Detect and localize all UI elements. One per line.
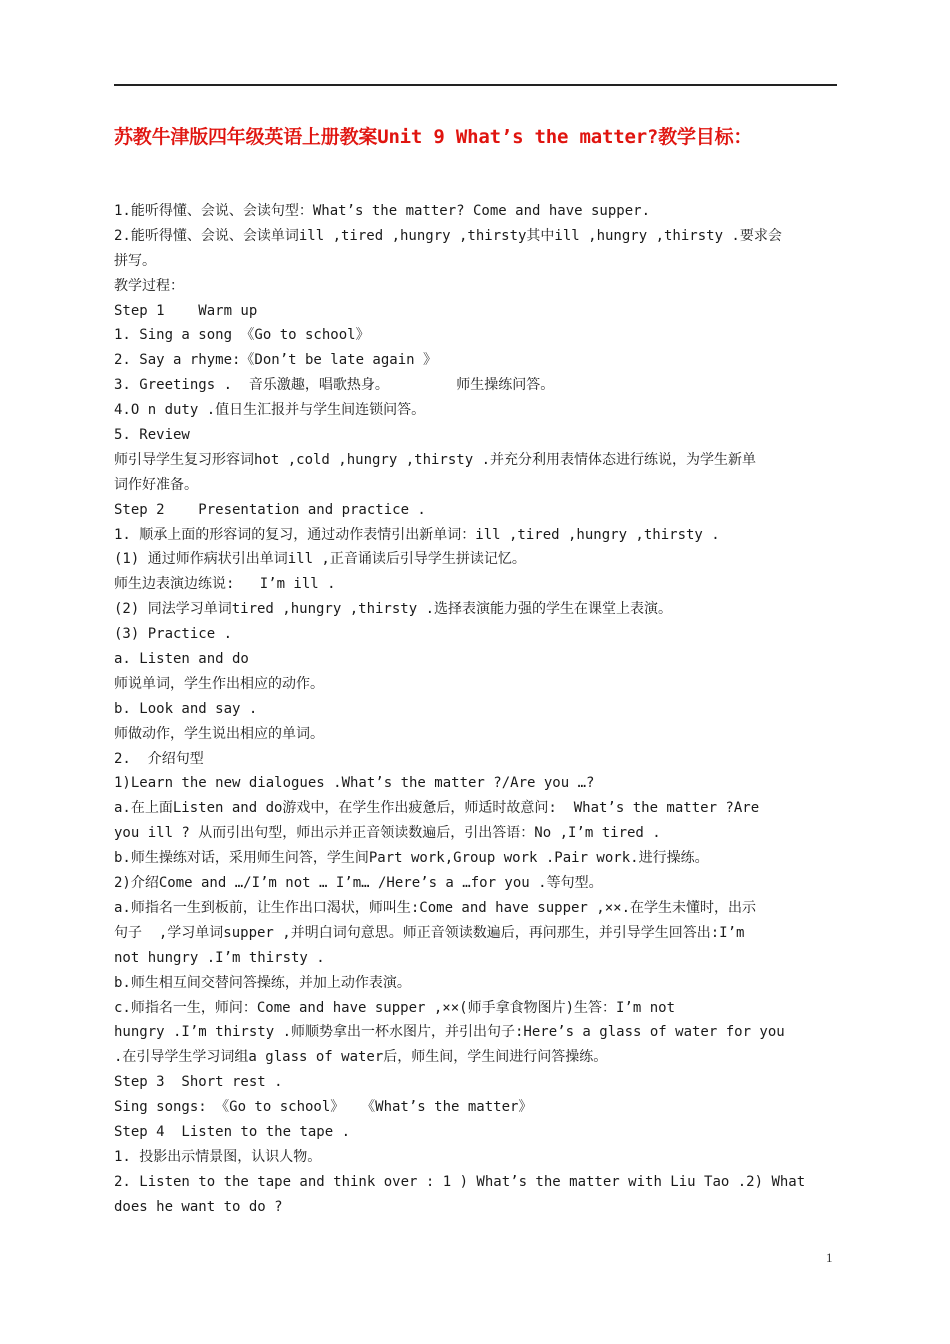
text-line: 师引导学生复习形容词hot ,cold ,hungry ,thirsty .并充分利用表情体态进行练说，为学生新单 [114,451,757,468]
text-line: 词作好准备。 [114,476,198,493]
text-line: b. Look and say . [114,700,258,717]
text-line: .在引导学生学习词组a glass of water后，师生间，学生间进行问答操练。 [114,1049,608,1066]
text-line: 师说单词，学生作出相应的动作。 [114,675,324,692]
text-line: 2.能听得懂、会说、会读单词ill ,tired ,hungry ,thirsty其中ill ,hungry ,thirsty .要求会 [114,227,782,244]
text-line: 1.能听得懂、会说、会读句型：What’s the matter? Come and have supper. [114,203,651,219]
document-body [114,199,838,1220]
text-line: 2. 介绍句型 [114,750,204,767]
text-line: Step 2 Presentation and practice . [114,501,426,518]
text-line: 教学过程： [114,277,184,294]
text-line: 3. Greetings . 音乐激趣，唱歌热身。 师生操练问答。 [114,377,555,394]
header-rule [114,84,837,86]
text-line: a.在上面Listen and do游戏中，在学生作出疲惫后，师适时故意问: What’s the matter ?Are [114,800,760,817]
text-line: b.师生操练对话，采用师生问答，学生间Part work,Group work .Pair work.进行操练。 [114,850,709,867]
text-line: not hungry .I’m thirsty . [114,949,325,966]
document-title: 苏教牛津版四年级英语上册教案Unit 9 What’s the matter?教学目标： [114,126,753,148]
text-line: 2. Listen to the tape and think over : 1 ) What’s the matter with Liu Tao .2) What [114,1173,806,1190]
text-line: 句子 ,学习单词supper ,并明白词句意思。师正音领读数遍后，再问那生，并引导学生回答出:I’m [114,924,745,941]
text-line: 2. Say a rhyme:《Don’t be late again 》 [114,352,438,369]
text-line: Step 1 Warm up [114,302,258,319]
text-line: Sing songs: 《Go to school》 《What’s the matter》 [114,1099,533,1116]
text-line: (3) Practice . [114,626,233,643]
text-line: you ill ? 从而引出句型，师出示并正音领读数遍后，引出答语：No ,I’m tired . [114,825,661,842]
text-line: c.师指名一生，师问：Come and have supper ,××(师手拿食物图片)生答：I’m not [114,999,676,1016]
page-number: 1 [826,1250,833,1265]
text-line: Step 3 Short rest . [114,1074,283,1091]
text-line: hungry .I’m thirsty .师顺势拿出一杯水图片，并引出句子:Here’s a glass of water for you [114,1024,785,1041]
text-line: 4.O n duty .值日生汇报并与学生间连锁问答。 [114,402,426,419]
text-line: a.师指名一生到板前，让生作出口渴状，师叫生:Come and have supper ,××.在学生未懂时，出示 [114,899,757,916]
text-line: 5. Review [114,427,190,444]
text-line: 拼写。 [114,252,156,269]
text-line: 2)介绍Come and …/I’m not … I’m… /Here’s a …for you .等句型。 [114,875,603,892]
text-line: 1)Learn the new dialogues .What’s the matter ?/Are you …? [114,775,595,792]
text-line: 师生边表演边练说: I’m ill . [114,576,336,593]
text-line: 1. 投影出示情景图，认识人物。 [114,1148,322,1165]
text-line: does he want to do ? [114,1198,283,1215]
text-line: (1) 通过师作病状引出单词ill ,正音诵读后引导学生拼读记忆。 [114,551,526,568]
text-line: (2) 同法学习单词tired ,hungry ,thirsty .选择表演能力强的学生在课堂上表演。 [114,601,673,618]
text-line: b.师生相互间交替问答操练，并加上动作表演。 [114,974,411,991]
text-line: 1. 顺承上面的形容词的复习，通过动作表情引出新单词：ill ,tired ,hungry ,thirsty . [114,526,720,543]
text-line: Step 4 Listen to the tape . [114,1123,351,1140]
text-line: 1. Sing a song 《Go to school》 [114,327,370,344]
text-line: 师做动作，学生说出相应的单词。 [114,725,324,742]
text-line: a. Listen and do [114,651,249,668]
